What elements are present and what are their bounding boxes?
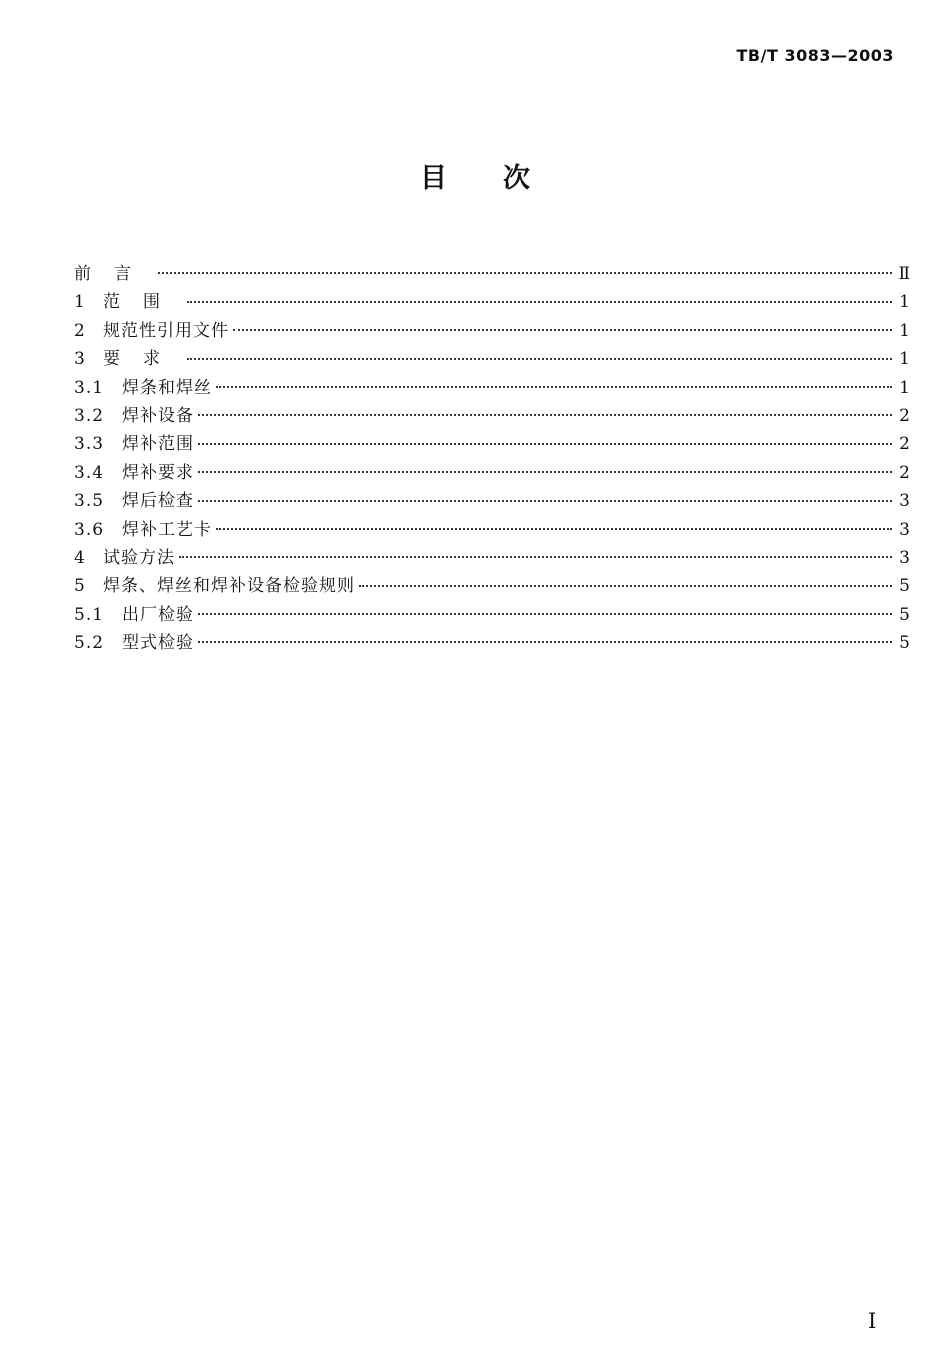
- toc-entry-page: 3: [899, 547, 910, 568]
- toc-entry-page: 2: [899, 434, 910, 455]
- toc-entry-page: 1: [899, 349, 910, 370]
- toc-entry-number: 3.4: [74, 462, 105, 483]
- toc-entry-number: 3.3: [74, 434, 105, 455]
- standard-number: TB/T 3083—2003: [736, 46, 894, 65]
- toc-entry-label: 试验方法: [103, 547, 175, 568]
- toc-entry-page: 1: [899, 292, 910, 313]
- toc-dot-leader: [198, 471, 892, 473]
- toc-entry[interactable]: [74, 459, 910, 487]
- toc-entry-label: 焊补设备: [122, 405, 194, 426]
- toc-entry-label: 出厂检验: [122, 604, 194, 625]
- toc-entry-page: 5: [899, 576, 910, 597]
- toc-dot-leader: [198, 414, 892, 416]
- toc-dot-leader: [198, 641, 892, 643]
- toc-dot-leader: [198, 613, 892, 615]
- toc-dot-leader: [359, 585, 892, 587]
- toc-entry[interactable]: [74, 288, 910, 316]
- table-of-contents: [74, 260, 910, 657]
- toc-entry[interactable]: [74, 629, 910, 657]
- toc-entry-label: 焊条、焊丝和焊补设备检验规则: [103, 576, 355, 597]
- toc-entry-label: 前言: [74, 264, 154, 284]
- toc-entry[interactable]: [74, 374, 910, 402]
- toc-entry-label: 焊后检查: [122, 491, 194, 512]
- toc-entry-label: 焊条和焊丝: [122, 377, 212, 398]
- toc-entry[interactable]: [74, 430, 910, 458]
- toc-entry[interactable]: [74, 402, 910, 430]
- toc-entry[interactable]: [74, 544, 910, 572]
- toc-entry-number: 4: [74, 547, 86, 568]
- toc-dot-leader: [216, 528, 892, 530]
- toc-title: 目次: [420, 163, 586, 194]
- toc-entry-label: 焊补要求: [122, 462, 194, 483]
- toc-entry[interactable]: [74, 487, 910, 515]
- toc-entry-label: 型式检验: [122, 633, 194, 654]
- toc-entry-number: 3.2: [74, 405, 105, 426]
- toc-entry-number: 1: [74, 292, 86, 313]
- toc-entry-label: 规范性引用文件: [103, 320, 229, 341]
- toc-entry-number: 2: [74, 320, 86, 341]
- toc-entry-number: 5: [74, 576, 86, 597]
- toc-entry-number: 5.2: [74, 633, 105, 654]
- toc-entry[interactable]: [74, 345, 910, 373]
- toc-entry[interactable]: [74, 317, 910, 345]
- toc-dot-leader: [187, 358, 892, 360]
- toc-dot-leader: [198, 500, 892, 502]
- toc-dot-leader: [179, 556, 892, 558]
- toc-entry-page: 3: [899, 519, 910, 540]
- toc-entry-number: 3: [74, 349, 86, 370]
- page-number: I: [868, 1309, 877, 1333]
- toc-entry-label: 要求: [103, 349, 183, 370]
- toc-entry-page: 3: [899, 491, 910, 512]
- toc-entry[interactable]: [74, 601, 910, 629]
- toc-entry-page: 1: [899, 377, 910, 398]
- toc-entry-foreword[interactable]: [74, 260, 910, 288]
- toc-entry-page: 2: [899, 405, 910, 426]
- toc-entry[interactable]: [74, 516, 910, 544]
- toc-entry-page: 1: [899, 320, 910, 341]
- toc-entry-page: 5: [899, 633, 910, 654]
- toc-dot-leader: [233, 329, 892, 331]
- toc-entry-number: 3.6: [74, 519, 105, 540]
- toc-dot-leader: [158, 272, 892, 274]
- toc-entry[interactable]: [74, 572, 910, 600]
- toc-dot-leader: [216, 386, 892, 388]
- toc-entry-number: 3.1: [74, 377, 105, 398]
- toc-entry-label: 焊补工艺卡: [122, 519, 212, 540]
- toc-entry-number: 3.5: [74, 491, 105, 512]
- toc-entry-number: 5.1: [74, 604, 105, 625]
- toc-entry-page: Ⅱ: [898, 264, 910, 284]
- toc-entry-label: 焊补范围: [122, 434, 194, 455]
- toc-dot-leader: [187, 301, 892, 303]
- toc-entry-label: 范围: [103, 292, 183, 313]
- toc-entry-page: 2: [899, 462, 910, 483]
- toc-dot-leader: [198, 443, 892, 445]
- toc-entry-page: 5: [899, 604, 910, 625]
